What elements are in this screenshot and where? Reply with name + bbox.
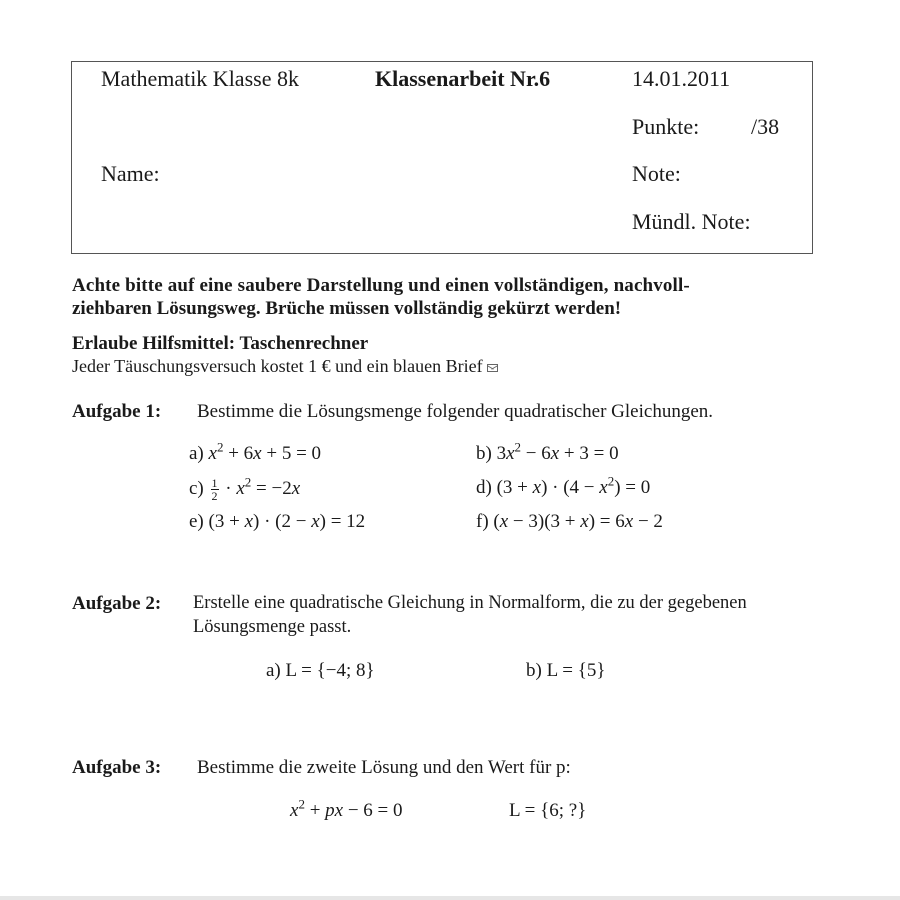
task2-text-line-2: Lösungsmenge passt.: [193, 617, 352, 637]
exam-date: 14.01.2011: [632, 66, 731, 91]
points-label: Punkte:: [632, 114, 700, 139]
item-letter: b): [476, 443, 492, 464]
task2-item-a: [266, 660, 375, 682]
task1-text: Bestimme die Lösungsmenge folgender quadratischer Gleichungen.: [197, 401, 714, 422]
cheating-note-text: Jeder Täuschungsversuch kostet 1 € und ein blauen Brief: [72, 356, 483, 376]
task1-item-f: [476, 511, 663, 533]
item-letter: a): [266, 660, 281, 681]
equation: $\frac{1}{2}$ · $x^2 = -2x$: [211, 474, 301, 503]
task1-item-d: [476, 473, 651, 499]
task2-item-b: [526, 660, 605, 682]
equation: $3x^2 - 6x + 3 = 0$: [496, 439, 619, 464]
fraction-one-half: $\frac{1}{2}$: [211, 476, 218, 503]
task3-label: Aufgabe 3:: [72, 757, 162, 778]
task3-text: Bestimme die zweite Lösung und den Wert für p:: [197, 757, 571, 778]
cheating-note: [72, 356, 498, 377]
envelope-icon: [487, 364, 498, 372]
item-letter: f): [476, 511, 489, 532]
instructions-line-2: ziehbaren Lösungsweg. Brüche müssen vollständig gekürzt werden!: [72, 298, 622, 319]
item-letter: b): [526, 660, 542, 681]
task2-label: Aufgabe 2:: [72, 593, 162, 614]
points-total: /38: [751, 114, 780, 139]
task3-solution-set: L = {6; ?}: [509, 800, 587, 821]
page-bottom-edge: [0, 896, 900, 900]
allowed-aids: Erlaube Hilfsmittel: Taschenrechner: [72, 333, 369, 354]
equation: (3 + x) · (2 − x) = 12: [208, 511, 366, 532]
task1-item-a: [189, 439, 322, 465]
instructions-line-1: Achte bitte auf eine saubere Darstellung und einen vollständigen, nachvoll-: [72, 275, 690, 296]
task1-item-e: [189, 511, 365, 533]
oral-grade-label: Mündl. Note:: [632, 209, 751, 234]
equation: $(3 + x) \cdot (4 - x^2) = 0$: [496, 473, 651, 498]
equation: (x − 3)(3 + x) = 6x − 2: [493, 511, 663, 532]
solution-set: L = {5}: [546, 660, 606, 681]
subject-label: Mathematik Klasse 8k: [101, 66, 299, 91]
item-letter: a): [189, 443, 204, 464]
name-label: Name:: [101, 161, 160, 186]
equation: $x^2 + 6x + 5 = 0$: [208, 439, 322, 464]
task3-equation: [290, 796, 403, 822]
equation: $x^2$ + px − 6 = 0: [290, 796, 403, 821]
solution-set: L = {−4; 8}: [285, 660, 375, 681]
exam-title: Klassenarbeit Nr.6: [375, 66, 551, 91]
item-letter: e): [189, 511, 204, 532]
task1-item-b: [476, 439, 619, 465]
task2-text-line-1: Erstelle eine quadratische Gleichung in Normalform, die zu der gegebenen: [193, 593, 747, 613]
task1-label: Aufgabe 1:: [72, 401, 162, 422]
grade-label: Note:: [632, 161, 681, 186]
task1-item-c: [189, 474, 301, 503]
item-letter: c): [189, 477, 204, 499]
item-letter: d): [476, 477, 492, 498]
